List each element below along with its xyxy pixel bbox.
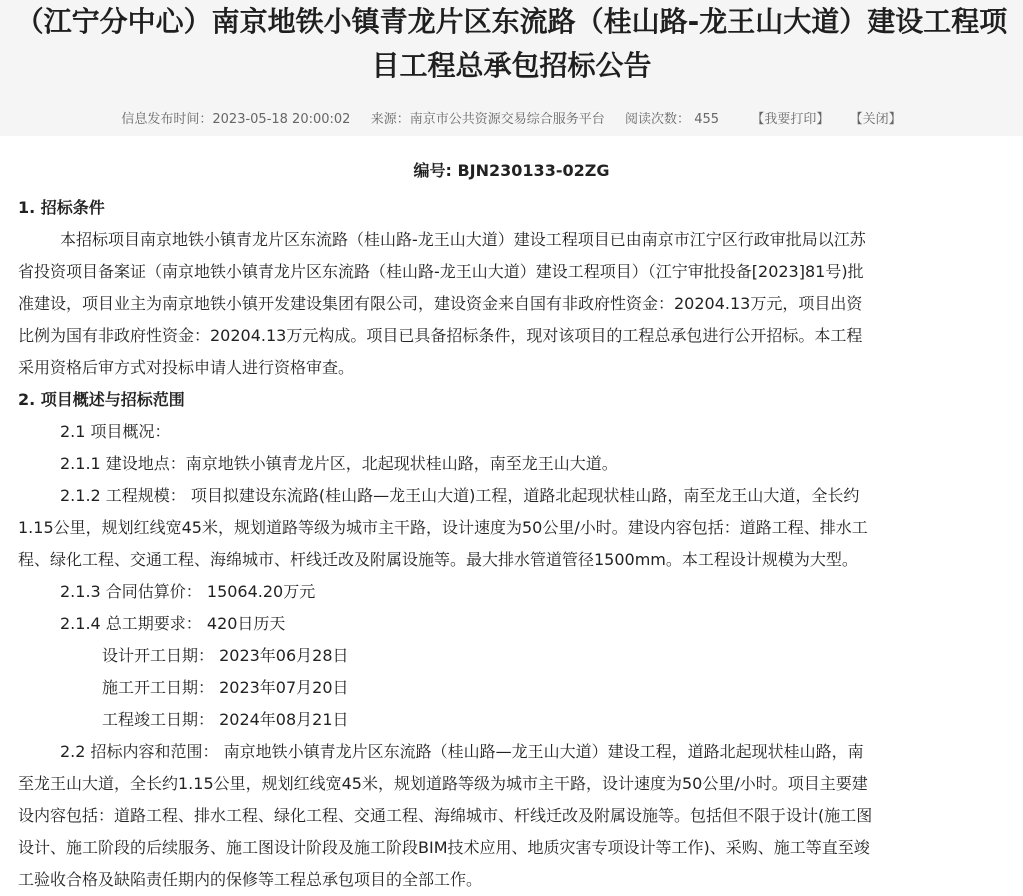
paragraph-line: 本招标项目南京地铁小镇青龙片区东流路（桂山路-龙王山大道）建设工程项目已由南京市江宁区行政审批局以江苏 (60, 230, 866, 249)
paragraph-line: 省投资项目备案证（南京地铁小镇青龙片区东流路（桂山路-龙王山大道）建设工程项目）（江宁审批投备[2023]81号)批 (18, 262, 864, 281)
paragraph-line: 1.15公里，规划红线宽45米，规划道路等级为城市主干路，设计速度为50公里/小时。建设内容包括：道路工程、排水工 (18, 518, 868, 537)
publish-time: 2023-05-18 20:00:02 (212, 112, 351, 127)
document-number: 编号: BJN230133-02ZG (413, 161, 610, 180)
section-2-heading: 2. 项目概述与招标范围 (18, 390, 185, 409)
subsection-2-1-4: 2.1.4 总工期要求： 420日历天 (60, 614, 286, 633)
publish-time-label: 信息发布时间： (121, 112, 213, 127)
paragraph-line: 程、绿化工程、交通工程、海绵城市、杆线迁改及附属设施等。最大排水管道管径1500mm。本工程设计规模为大型。 (18, 550, 858, 569)
close-link[interactable]: 【关闭】 (849, 112, 902, 127)
paragraph-line: 设计、施工阶段的后续服务、施工图设计阶段及施工阶段BIM技术应用、地质灾害专项设计等工作)、采购、施工等直至竣 (18, 838, 870, 857)
view-count: 455 (694, 112, 720, 127)
print-link[interactable]: 【我要打印】 (751, 112, 830, 127)
page-header (0, 0, 1023, 136)
paragraph-line: 比例为国有非政府性资金：20204.13万元构成。项目已具备招标条件，现对该项目的工程总承包进行公开招标。本工程 (18, 326, 863, 345)
title-line-2: 目工程总承包招标公告 (371, 49, 652, 82)
paragraph-line: 采用资格后审方式对投标申请人进行资格审查。 (18, 358, 355, 377)
info-meta-bar (0, 110, 1023, 130)
paragraph-line: 设内容包括：道路工程、排水工程、绿化工程、交通工程、海绵城市、杆线迁改及附属设施等。包括但不限于设计(施工图 (18, 806, 873, 825)
design-start-date: 设计开工日期： 2023年06月28日 (102, 646, 349, 665)
completion-date: 工程竣工日期： 2024年08月21日 (102, 710, 349, 729)
paragraph-line: 至龙王山大道，全长约1.15公里，规划红线宽45米，规划道路等级为城市主干路，设计速度为50公里/小时。项目主要建 (18, 774, 868, 793)
view-count-label: 阅读次数： (625, 112, 691, 127)
paragraph-line: 工验收合格及缺陷责任期内的保修等工程总承包项目的全部工作。 (18, 870, 483, 889)
subsection-2-1-1: 2.1.1 建设地点：南京地铁小镇青龙片区，北起现状桂山路，南至龙王山大道。 (60, 454, 618, 473)
section-1-heading: 1. 招标条件 (18, 198, 105, 217)
subsection-2-1-2: 2.1.2 工程规模： 项目拟建设东流路(桂山路—龙王山大道)工程，道路北起现状桂山路，南至龙王山大道，全长约 (60, 486, 860, 505)
source-label: 来源： (370, 112, 410, 127)
paragraph-line: 准建设，项目业主为南京地铁小镇开发建设集团有限公司，建设资金来自国有非政府性资金：20204.13万元，项目出资 (18, 294, 863, 313)
page-title (0, 0, 1023, 88)
source: 南京市公共资源交易综合服务平台 (409, 112, 605, 127)
subsection-2-2: 2.2 招标内容和范围： 南京地铁小镇青龙片区东流路（桂山路—龙王山大道）建设工程，道路北起现状桂山路，南 (60, 742, 864, 761)
title-line-1: （江宁分中心）南京地铁小镇青龙片区东流路（桂山路-龙王山大道）建设工程项 (15, 5, 1008, 38)
subsection-2-1: 2.1 项目概况： (60, 422, 171, 441)
subsection-2-1-3: 2.1.3 合同估算价： 15064.20万元 (60, 582, 316, 601)
construction-start-date: 施工开工日期： 2023年07月20日 (102, 678, 349, 697)
